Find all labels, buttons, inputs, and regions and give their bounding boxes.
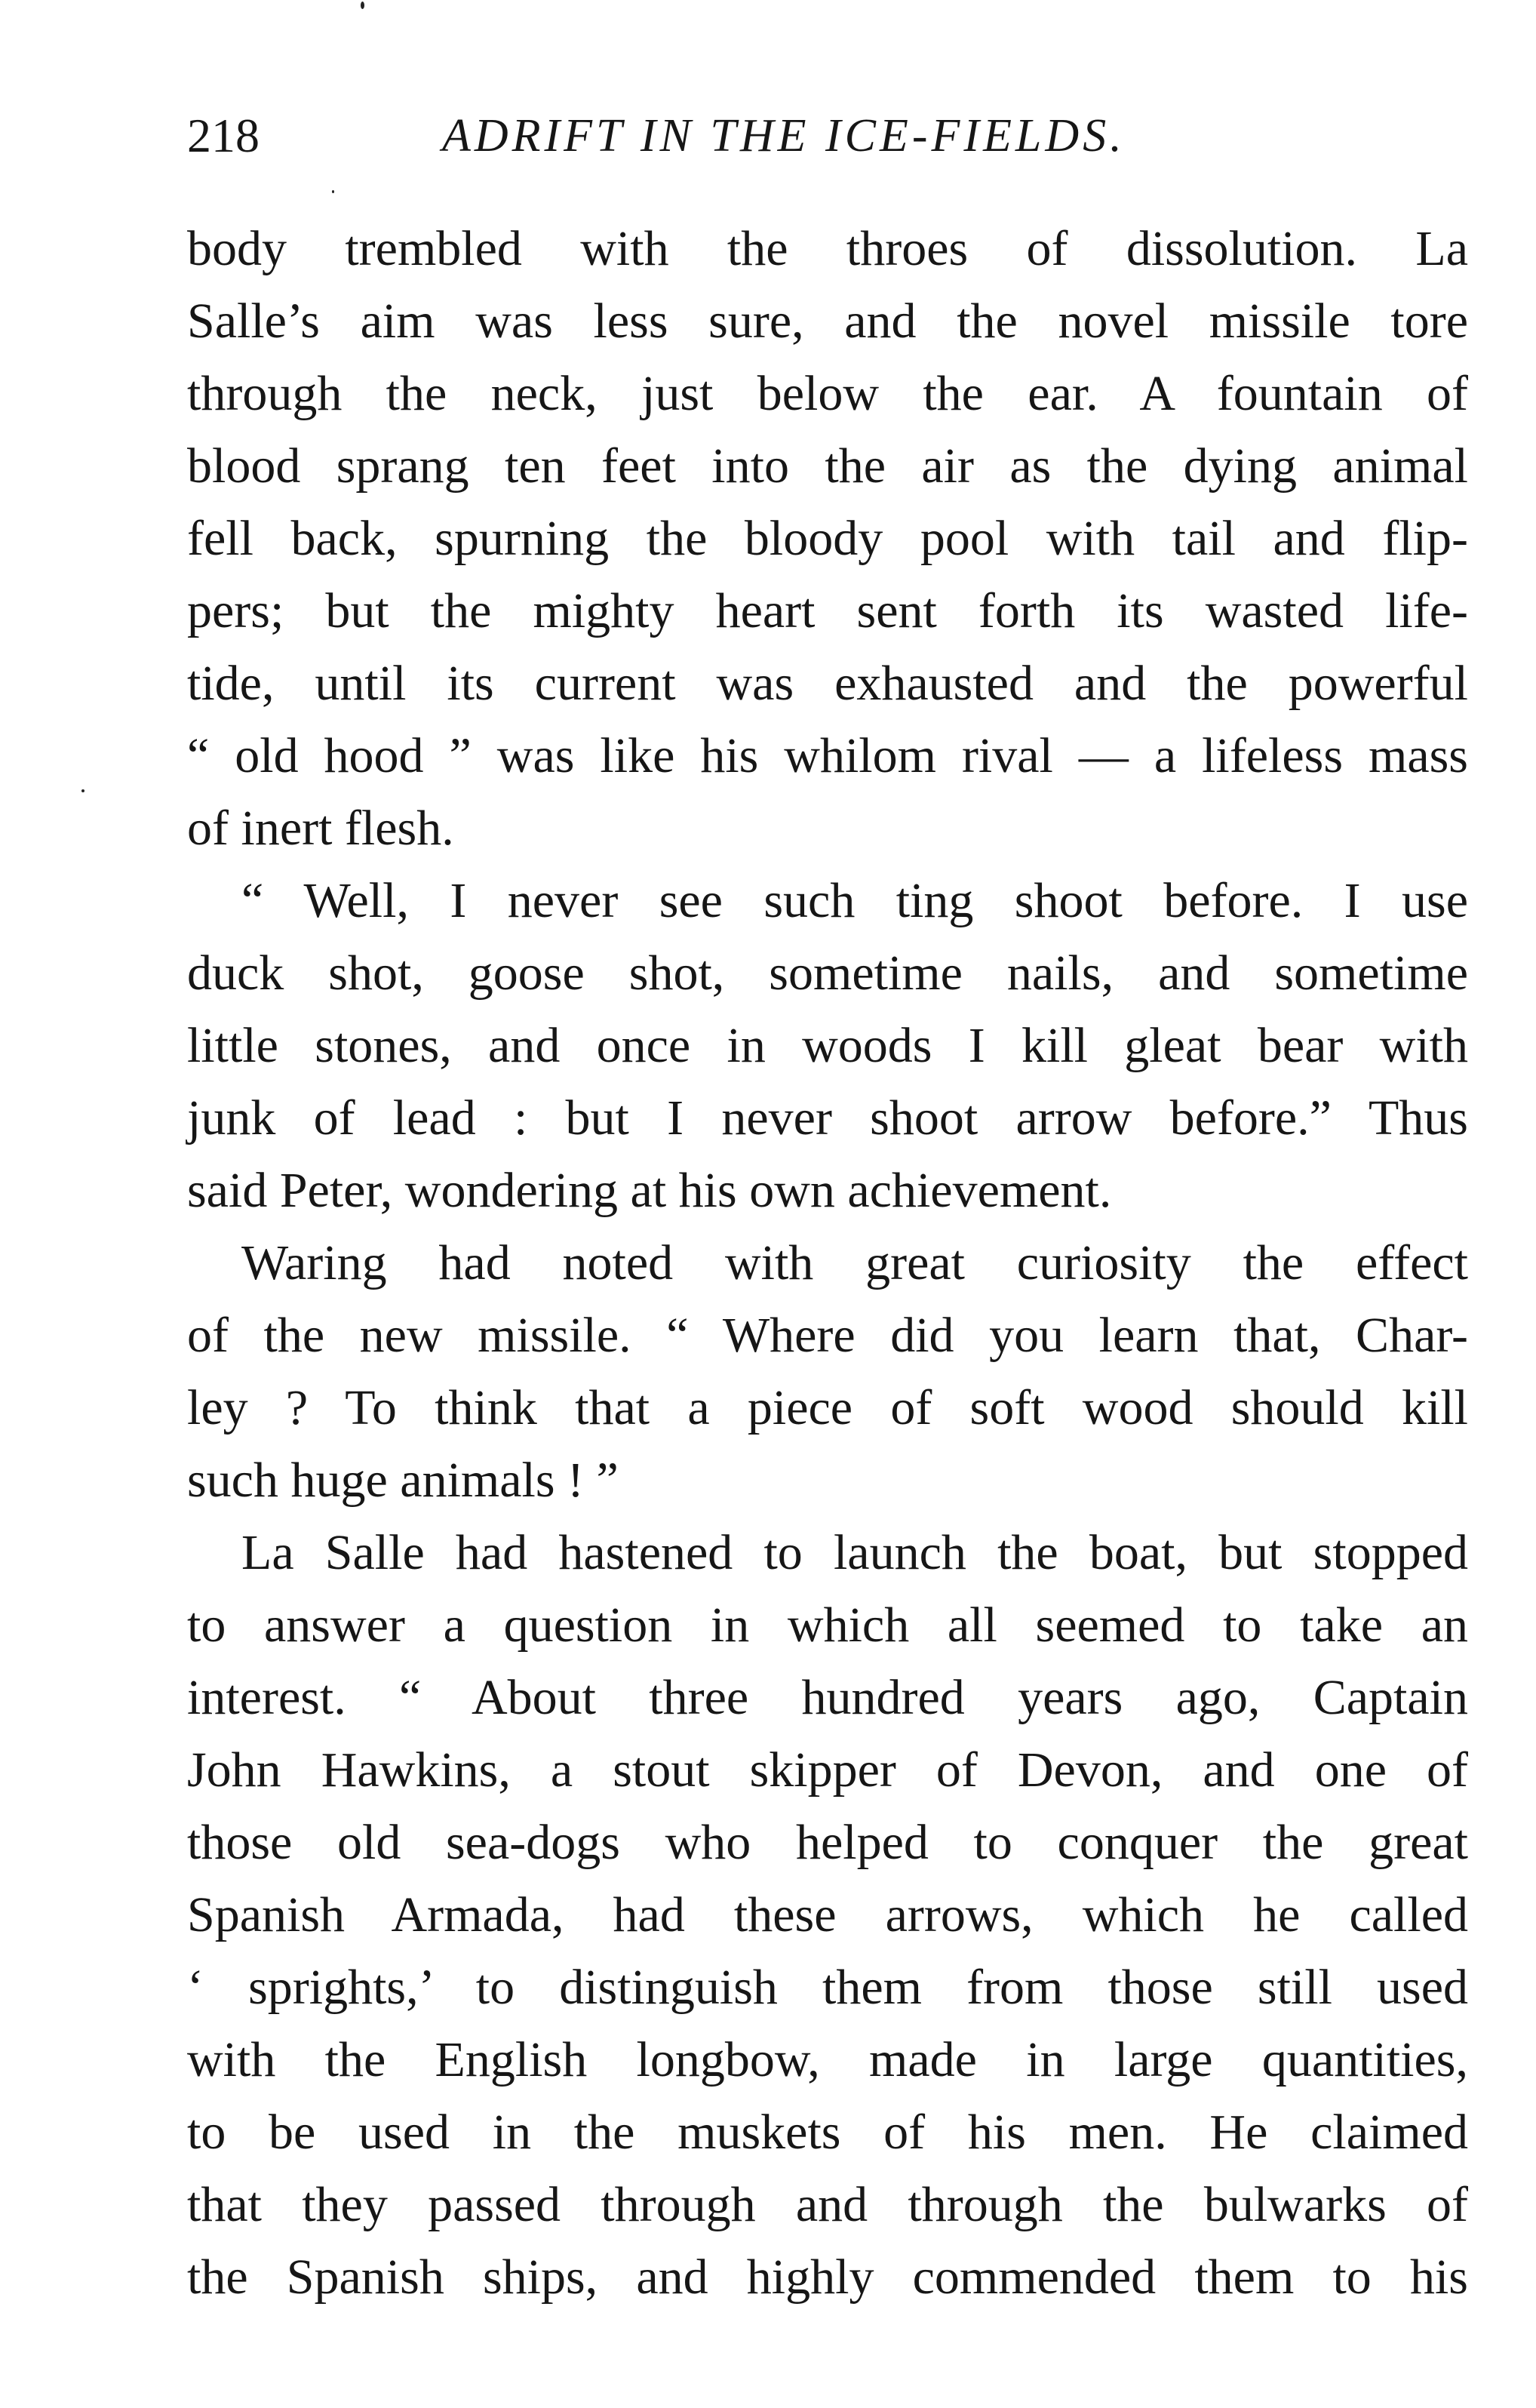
text-line: “ old hood ” was like his whilom rival — a lifeless mass [187, 728, 1468, 783]
text-line: Waring had noted with great curiosity the effect [241, 1235, 1468, 1290]
text-line: “ Well, I never see such ting shoot before. I use [241, 873, 1468, 928]
text-line: that they passed through and through the bulwarks of [187, 2177, 1468, 2232]
text-line: of the new missile. “ Where did you learn that, Char- [187, 1308, 1468, 1363]
text-line: blood sprang ten feet into the air as the dying animal [187, 438, 1468, 494]
text-line: such huge animals ! ” [187, 1453, 619, 1508]
text-line: of inert flesh. [187, 801, 454, 856]
text-line: said Peter, wondering at his own achievement. [187, 1163, 1112, 1218]
text-line: ley ? To think that a piece of soft wood should kill [187, 1380, 1468, 1435]
text-line: duck shot, goose shot, sometime nails, and sometime [187, 946, 1468, 1001]
running-head [187, 106, 1470, 166]
text-line: ‘ sprights,’ to distinguish them from those still used [187, 1960, 1468, 2015]
text-line: through the neck, just below the ear. A fountain of [187, 366, 1468, 421]
text-line: the Spanish ships, and highly commended them to his [187, 2250, 1468, 2305]
text-line: pers; but the mighty heart sent forth its wasted life- [187, 583, 1468, 638]
text-line: those old sea-dogs who helped to conquer the great [187, 1815, 1468, 1870]
text-line: Spanish Armada, had these arrows, which he called [187, 1887, 1468, 1942]
text-line: little stones, and once in woods I kill gleat bear with [187, 1018, 1468, 1073]
text-line: tide, until its current was exhausted and the powerful [187, 656, 1468, 711]
text-line: with the English longbow, made in large quantities, [187, 2032, 1468, 2087]
running-title: ADRIFT IN THE ICE-FIELDS. [442, 110, 1126, 161]
text-line: to answer a question in which all seemed to take an [187, 1598, 1468, 1653]
text-line: La Salle had hastened to launch the boat, but stopped [241, 1525, 1468, 1580]
text-line: to be used in the muskets of his men. He claimed [187, 2105, 1468, 2160]
text-line: Salle’s aim was less sure, and the novel missile tore [187, 294, 1468, 349]
text-line: junk of lead : but I never shoot arrow before.” Thus [187, 1090, 1468, 1146]
page-number: 218 [187, 109, 260, 162]
print-speck [332, 190, 334, 193]
text-line: John Hawkins, a stout skipper of Devon, and one of [187, 1742, 1468, 1798]
print-speck [81, 789, 84, 792]
text-line: body trembled with the throes of dissolution. La [187, 221, 1468, 276]
text-line: interest. “ About three hundred years ago, Captain [187, 1670, 1468, 1725]
body-text [187, 213, 1468, 2314]
text-line: fell back, spurning the bloody pool with tail and flip- [187, 511, 1468, 566]
print-speck [361, 2, 364, 9]
